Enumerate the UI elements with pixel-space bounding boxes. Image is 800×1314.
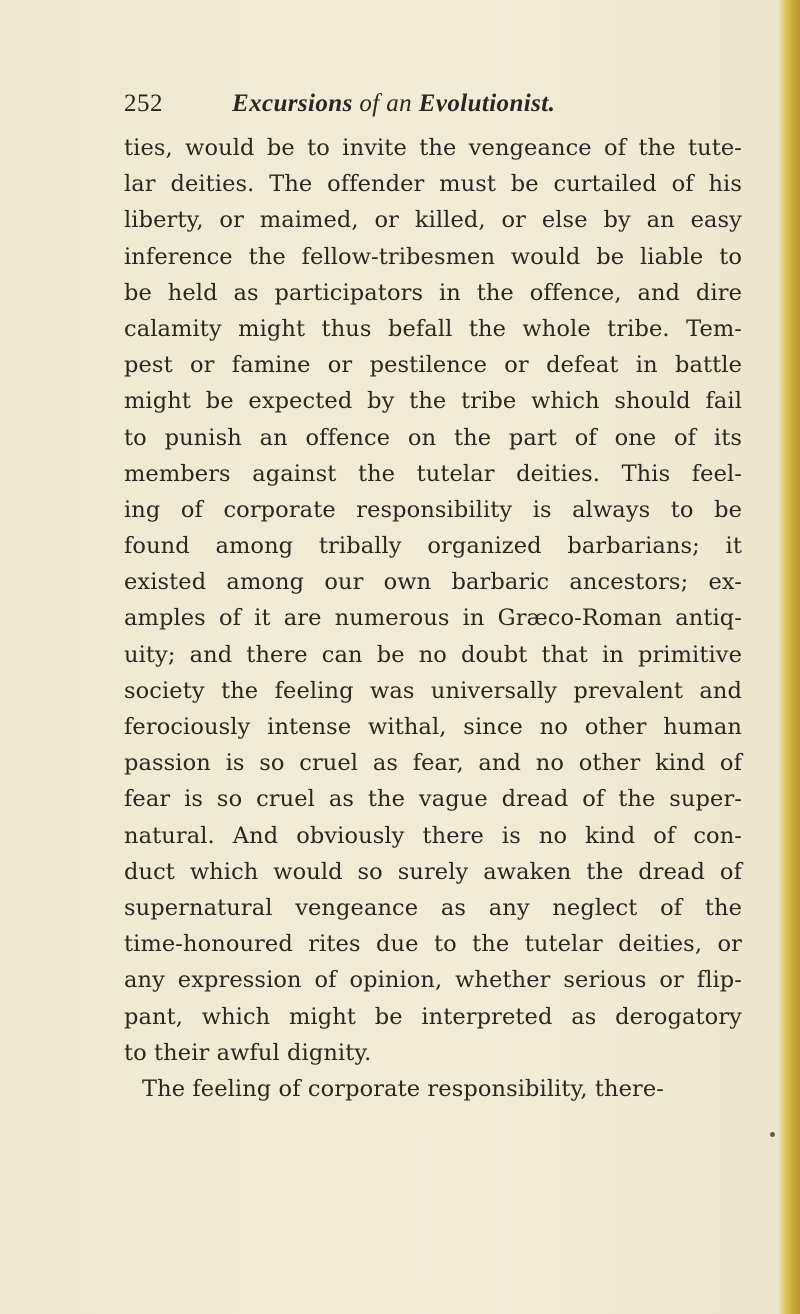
text-line: passion is so cruel as fear, and no other kind of (124, 750, 742, 777)
text-line: The feeling of corporate responsibility, there- (142, 1075, 665, 1102)
page-edge (778, 0, 800, 1314)
text-line: be held as participators in the offence, and dire (124, 279, 742, 306)
text-line: to punish an offence on the part of one of its (124, 424, 742, 451)
text-line: liberty, or maimed, or killed, or else by an easy (124, 207, 742, 234)
text-line: pest or famine or pestilence or defeat in battle (124, 352, 742, 379)
text-line: to their awful dignity. (124, 1039, 372, 1066)
text-line: ferociously intense withal, since no other human (124, 714, 742, 740)
running-head-word: an (386, 90, 413, 117)
text-line: found among tribally organized barbarians; it (124, 533, 742, 560)
text-line: members against the tutelar deities. This feel- (124, 460, 742, 487)
text-line: existed among our own barbaric ancestors; ex- (124, 569, 742, 596)
paper-speck (770, 1132, 775, 1137)
text-line: time-honoured rites due to the tutelar deities, or (124, 931, 742, 958)
running-head-word: Evolutionist. (418, 90, 556, 117)
text-line: calamity might thus befall the whole tribe. Tem- (124, 315, 742, 342)
text-line: pant, which might be interpreted as derogatory (124, 1003, 742, 1030)
text-line: society the feeling was universally prevalent and (124, 677, 742, 704)
text-line: lar deities. The offender must be curtailed of his (124, 171, 742, 198)
running-head-word: of (359, 90, 380, 117)
text-line: supernatural vengeance as any neglect of the (124, 894, 742, 921)
text-line: uity; and there can be no doubt that in primitive (124, 641, 742, 668)
text-line: any expression of opinion, whether serious or flip- (124, 967, 742, 994)
text-line: inference the fellow-tribesmen would be liable to (124, 243, 742, 270)
text-line: ties, would be to invite the vengeance of the tute- (124, 135, 742, 161)
text-line: amples of it are numerous in Græco-Roman antiq- (124, 605, 742, 632)
text-line: natural. And obviously there is no kind of con- (124, 822, 742, 849)
text-line: fear is so cruel as the vague dread of the super- (124, 786, 742, 813)
running-head (232, 90, 555, 118)
page-number: 252 (124, 90, 163, 117)
page-header (124, 90, 724, 130)
text-line: duct which would so surely awaken the dread of (124, 858, 742, 885)
text-line: might be expected by the tribe which should fail (124, 388, 742, 415)
body-text (124, 130, 742, 1107)
text-line: ing of corporate responsibility is always to be (124, 496, 742, 523)
running-head-word: Excursions (232, 90, 353, 117)
